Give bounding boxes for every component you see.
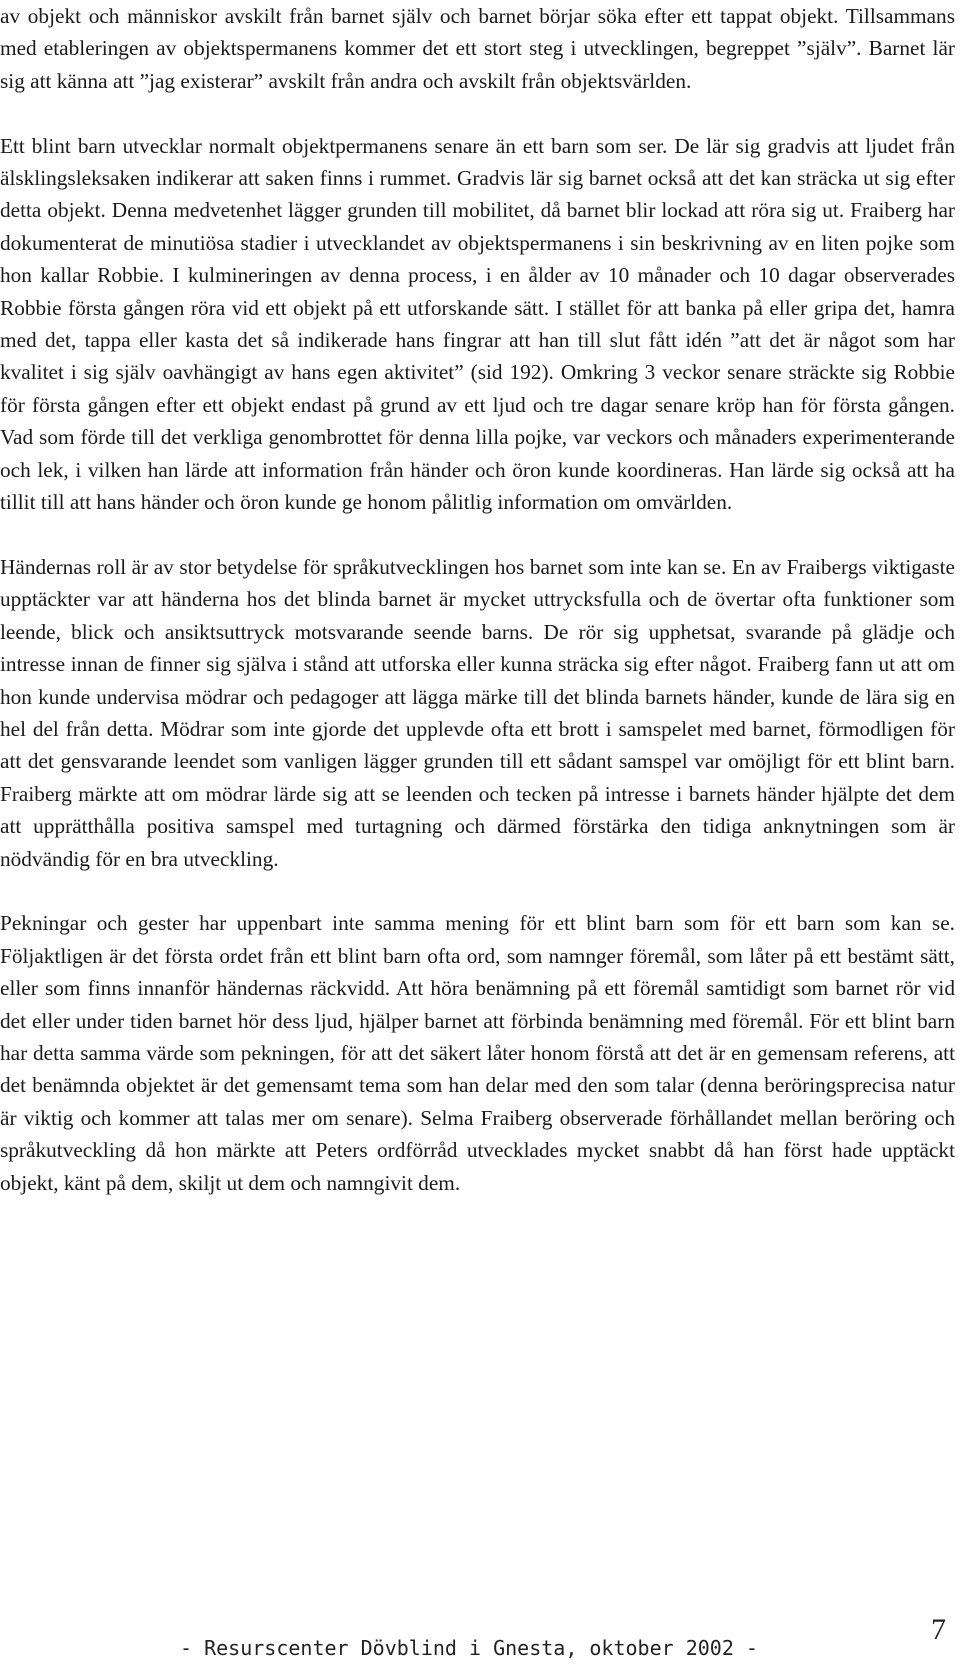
- paragraph-4: Pekningar och gester har uppenbart inte samma mening för ett blint barn som för ett barn som kan se. Följaktligen är det första ordet från ett blint barn ofta ord, som namnger föremål, som låter på ett bestämt sätt, eller som finns innanför händernas räckvidd. Att höra benämning på ett föremål samtidigt som barnet rör vid det eller under tiden barnet hör dess ljud, hjälper barnet att förbinda benämning med föremål. För ett blint barn har detta samma värde som pekningen, för att det säkert låter honom förstå att det är en gemensam referens, att det benämnda objektet är det gemensamt tema som han delar med den som talar (denna beröringsprecisa natur är viktig och kommer att talas mer om senare). Selma Fraiberg observerade förhållandet mellan beröring och språkutveckling då hon märkte att Peters ordförråd utvecklades mycket snabbt då han först hade upptäckt objekt, känt på dem, skiljt ut dem och namngivit dem.: [0, 911, 955, 1195]
- paragraph-3: Händernas roll är av stor betydelse för språkutvecklingen hos barnet som inte kan se. En av Fraibergs viktigaste upptäckter var att händerna hos det blinda barnet är mycket uttrycksfulla och de övertar ofta funktioner som leende, blick och ansiktsuttryck motsvarande seende barns. De rör sig upphetsat, svarande på glädje och intresse innan de finner sig själva i stånd att utforska eller kunna sträcka sig efter något. Fraiberg fann ut att om hon kunde undervisa mödrar och pedagoger att lägga märke till det blinda barnets händer, kunde de lära sig en hel del från detta. Mödrar som inte gjorde det upplevde ofta ett brott i samspelet med barnet, förmodligen för att det gensvarande leendet som vanligen lägger grunden till ett sådant samspel var omöjligt för ett blint barn. Fraiberg märkte att om mödrar lärde sig att se leenden och tecken på intresse i barnets händer hjälpte det dem att upprätthålla positiva samspel med turtagning och därmed förstärka den tidiga anknytningen som är nödvändig för en bra utveckling.: [0, 554, 955, 871]
- paragraph-1: av objekt och människor avskilt från barnet själv och barnet börjar söka efter ett tappat objekt. Tillsammans med etableringen av objektspermanens kommer det ett stort steg i utvecklingen, begreppet ”själv”. Barnet lär sig att känna att ”jag existerar” avskilt från andra och avskilt från objektsvärlden.: [0, 4, 955, 93]
- page-number: 7: [931, 1613, 946, 1646]
- paragraph-2: Ett blint barn utvecklar normalt objektpermanens senare än ett barn som ser. De lär sig gradvis att ljudet från älsklingsleksaken indikerar att saken finns i rummet. Gradvis lär sig barnet också att det kan sträcka ut sig efter detta objekt. Denna medvetenhet lägger grunden till mobilitet, då barnet blir lockad att röra sig ut. Fraiberg har dokumenterat de minutiösa stadier i utvecklandet av objektspermanens i sin beskrivning av en liten pojke som hon kallar Robbie. I kulmineringen av denna process, i en ålder av 10 månader och 10 dagar observerades Robbie första gången röra vid ett objekt på ett utforskande sätt. I stället för att banka på eller gripa det, hamra med det, tappa eller kasta det så indikerade hans fingrar att han till slut fått idén ”att det är något som har kvalitet i sig själv oavhängigt av hans egen aktivitet” (sid 192). Omkring 3 veckor senare sträckte sig Robbie för första gången efter ett objekt endast på grund av ett ljud och tre dagar senare kröp han för första gången. Vad som förde till det verkliga genombrottet för denna lilla pojke, var veckors och månaders experimenterande och lek, i vilken han lärde att information från händer och öron kunde koordineras. Han lärde sig också att ha tillit till att hans händer och öron kunde ge honom pålitlig information om omvärlden.: [0, 133, 955, 515]
- page-footer: - Resurscenter Dövblind i Gnesta, oktober 2002 -: [180, 1636, 758, 1660]
